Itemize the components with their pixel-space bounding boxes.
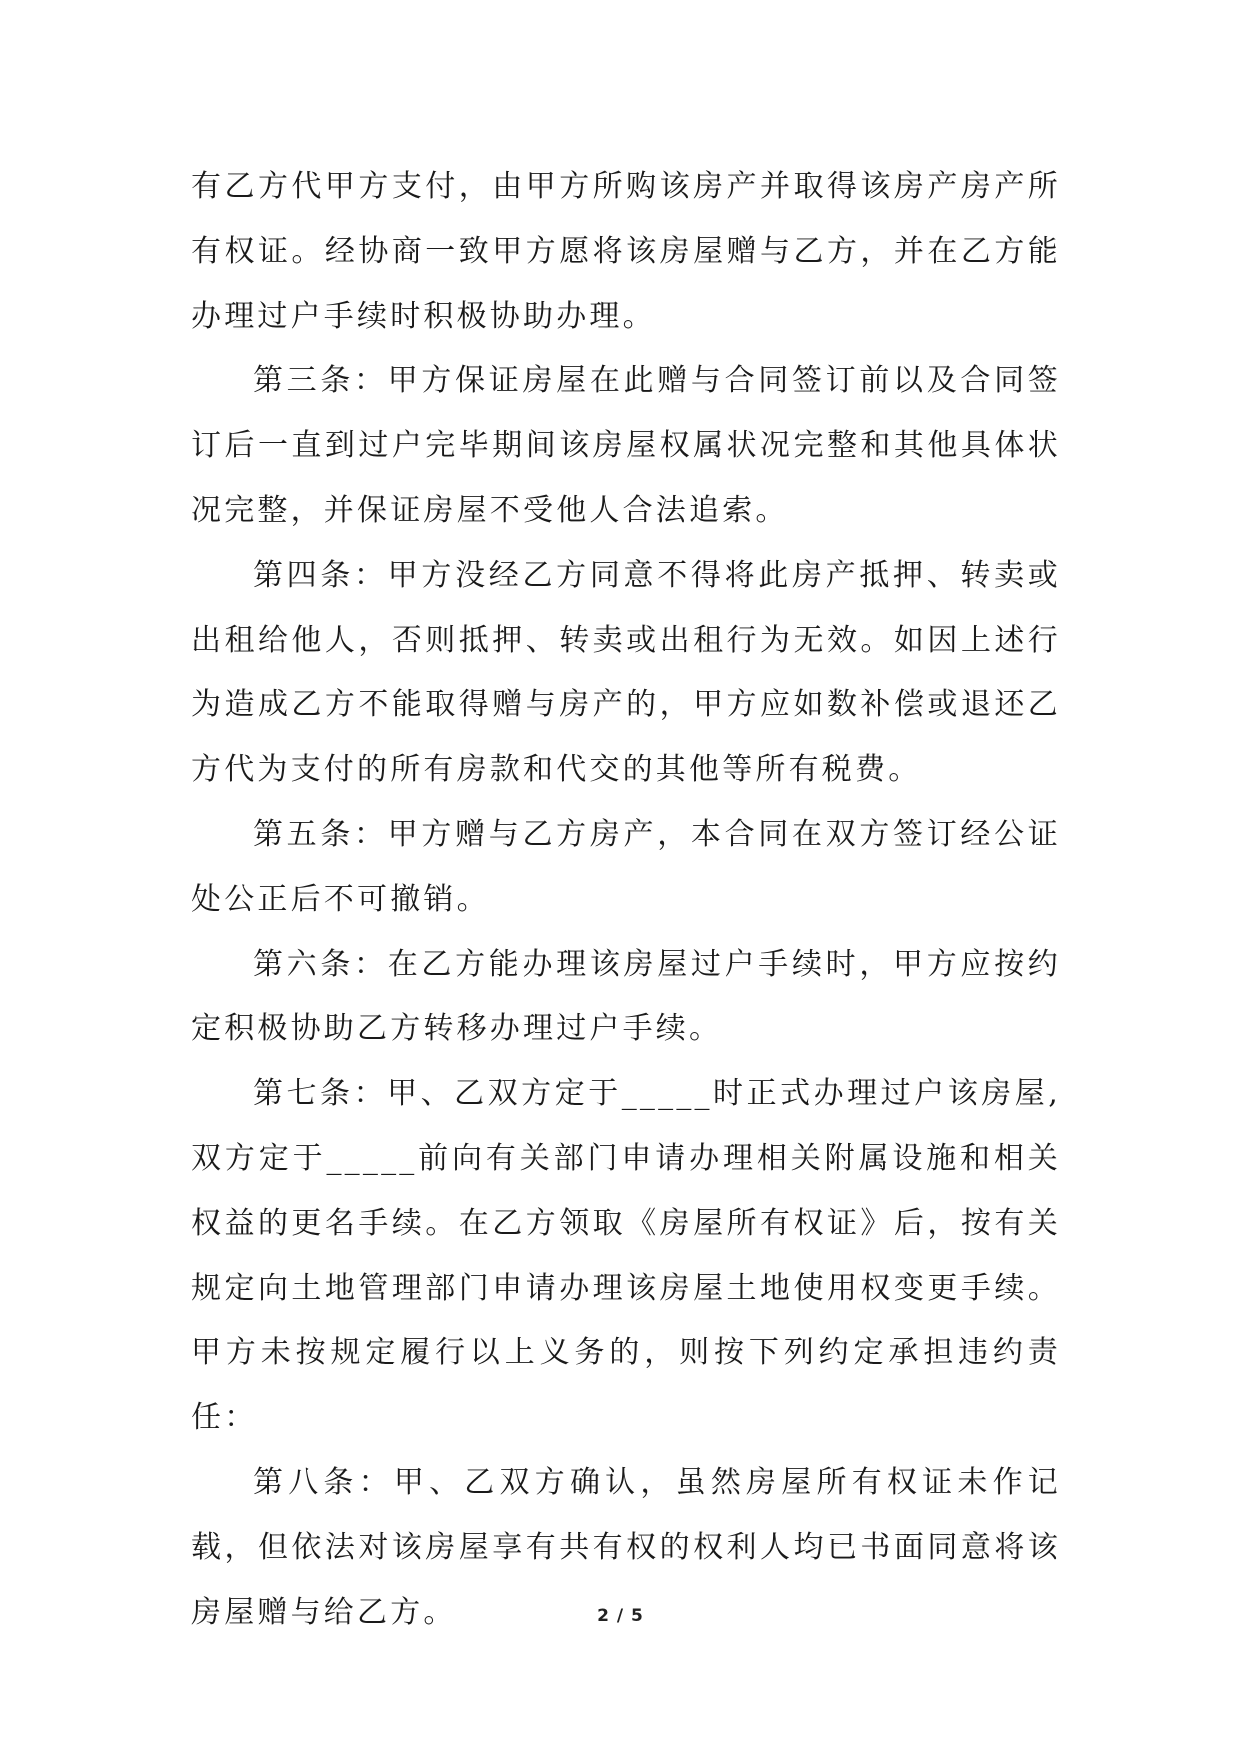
- paragraph-continuation: 有乙方代甲方支付，由甲方所购该房产并取得该房产房产所有权证。经协商一致甲方愿将该房屋赠与乙方，并在乙方能办理过户手续时积极协助办理。: [191, 169, 1061, 334]
- paragraph-article-3: 第三条：甲方保证房屋在此赠与合同签订前以及合同签订后一直到过户完毕期间该房屋权属状况完整和其他具体状况完整，并保证房屋不受他人合法追索。: [191, 363, 1061, 528]
- paragraph-article-6: 第六条：在乙方能办理该房屋过户手续时，甲方应按约定积极协助乙方转移办理过户手续。: [191, 946, 1061, 1047]
- paragraph-article-7: 第七条：甲、乙双方定于_____时正式办理过户该房屋,双方定于_____前向有关部门申请办理相关附属设施和相关权益的更名手续。在乙方领取《房屋所有权证》后，按有关规定向土地管理部门申请办理该房屋土地使用权变更手续。甲方未按规定履行以上义务的，则按下列约定承担违约责任：: [191, 1076, 1061, 1436]
- page-number: 2 / 5: [597, 1606, 644, 1626]
- paragraph-article-8: 第八条：甲、乙双方确认，虽然房屋所有权证未作记载，但依法对该房屋享有共有权的权利人均已书面同意将该房屋赠与给乙方。: [191, 1464, 1061, 1630]
- paragraph-article-4: 第四条：甲方没经乙方同意不得将此房产抵押、转卖或出租给他人，否则抵押、转卖或出租行为无效。如因上述行为造成乙方不能取得赠与房产的，甲方应如数补偿或退还乙方代为支付的所有房款和代交的其他等所有税费。: [191, 557, 1061, 788]
- contract-body: [191, 155, 1061, 1645]
- paragraph-article-5: 第五条：甲方赠与乙方房产，本合同在双方签订经公证处公正后不可撤销。: [191, 816, 1061, 917]
